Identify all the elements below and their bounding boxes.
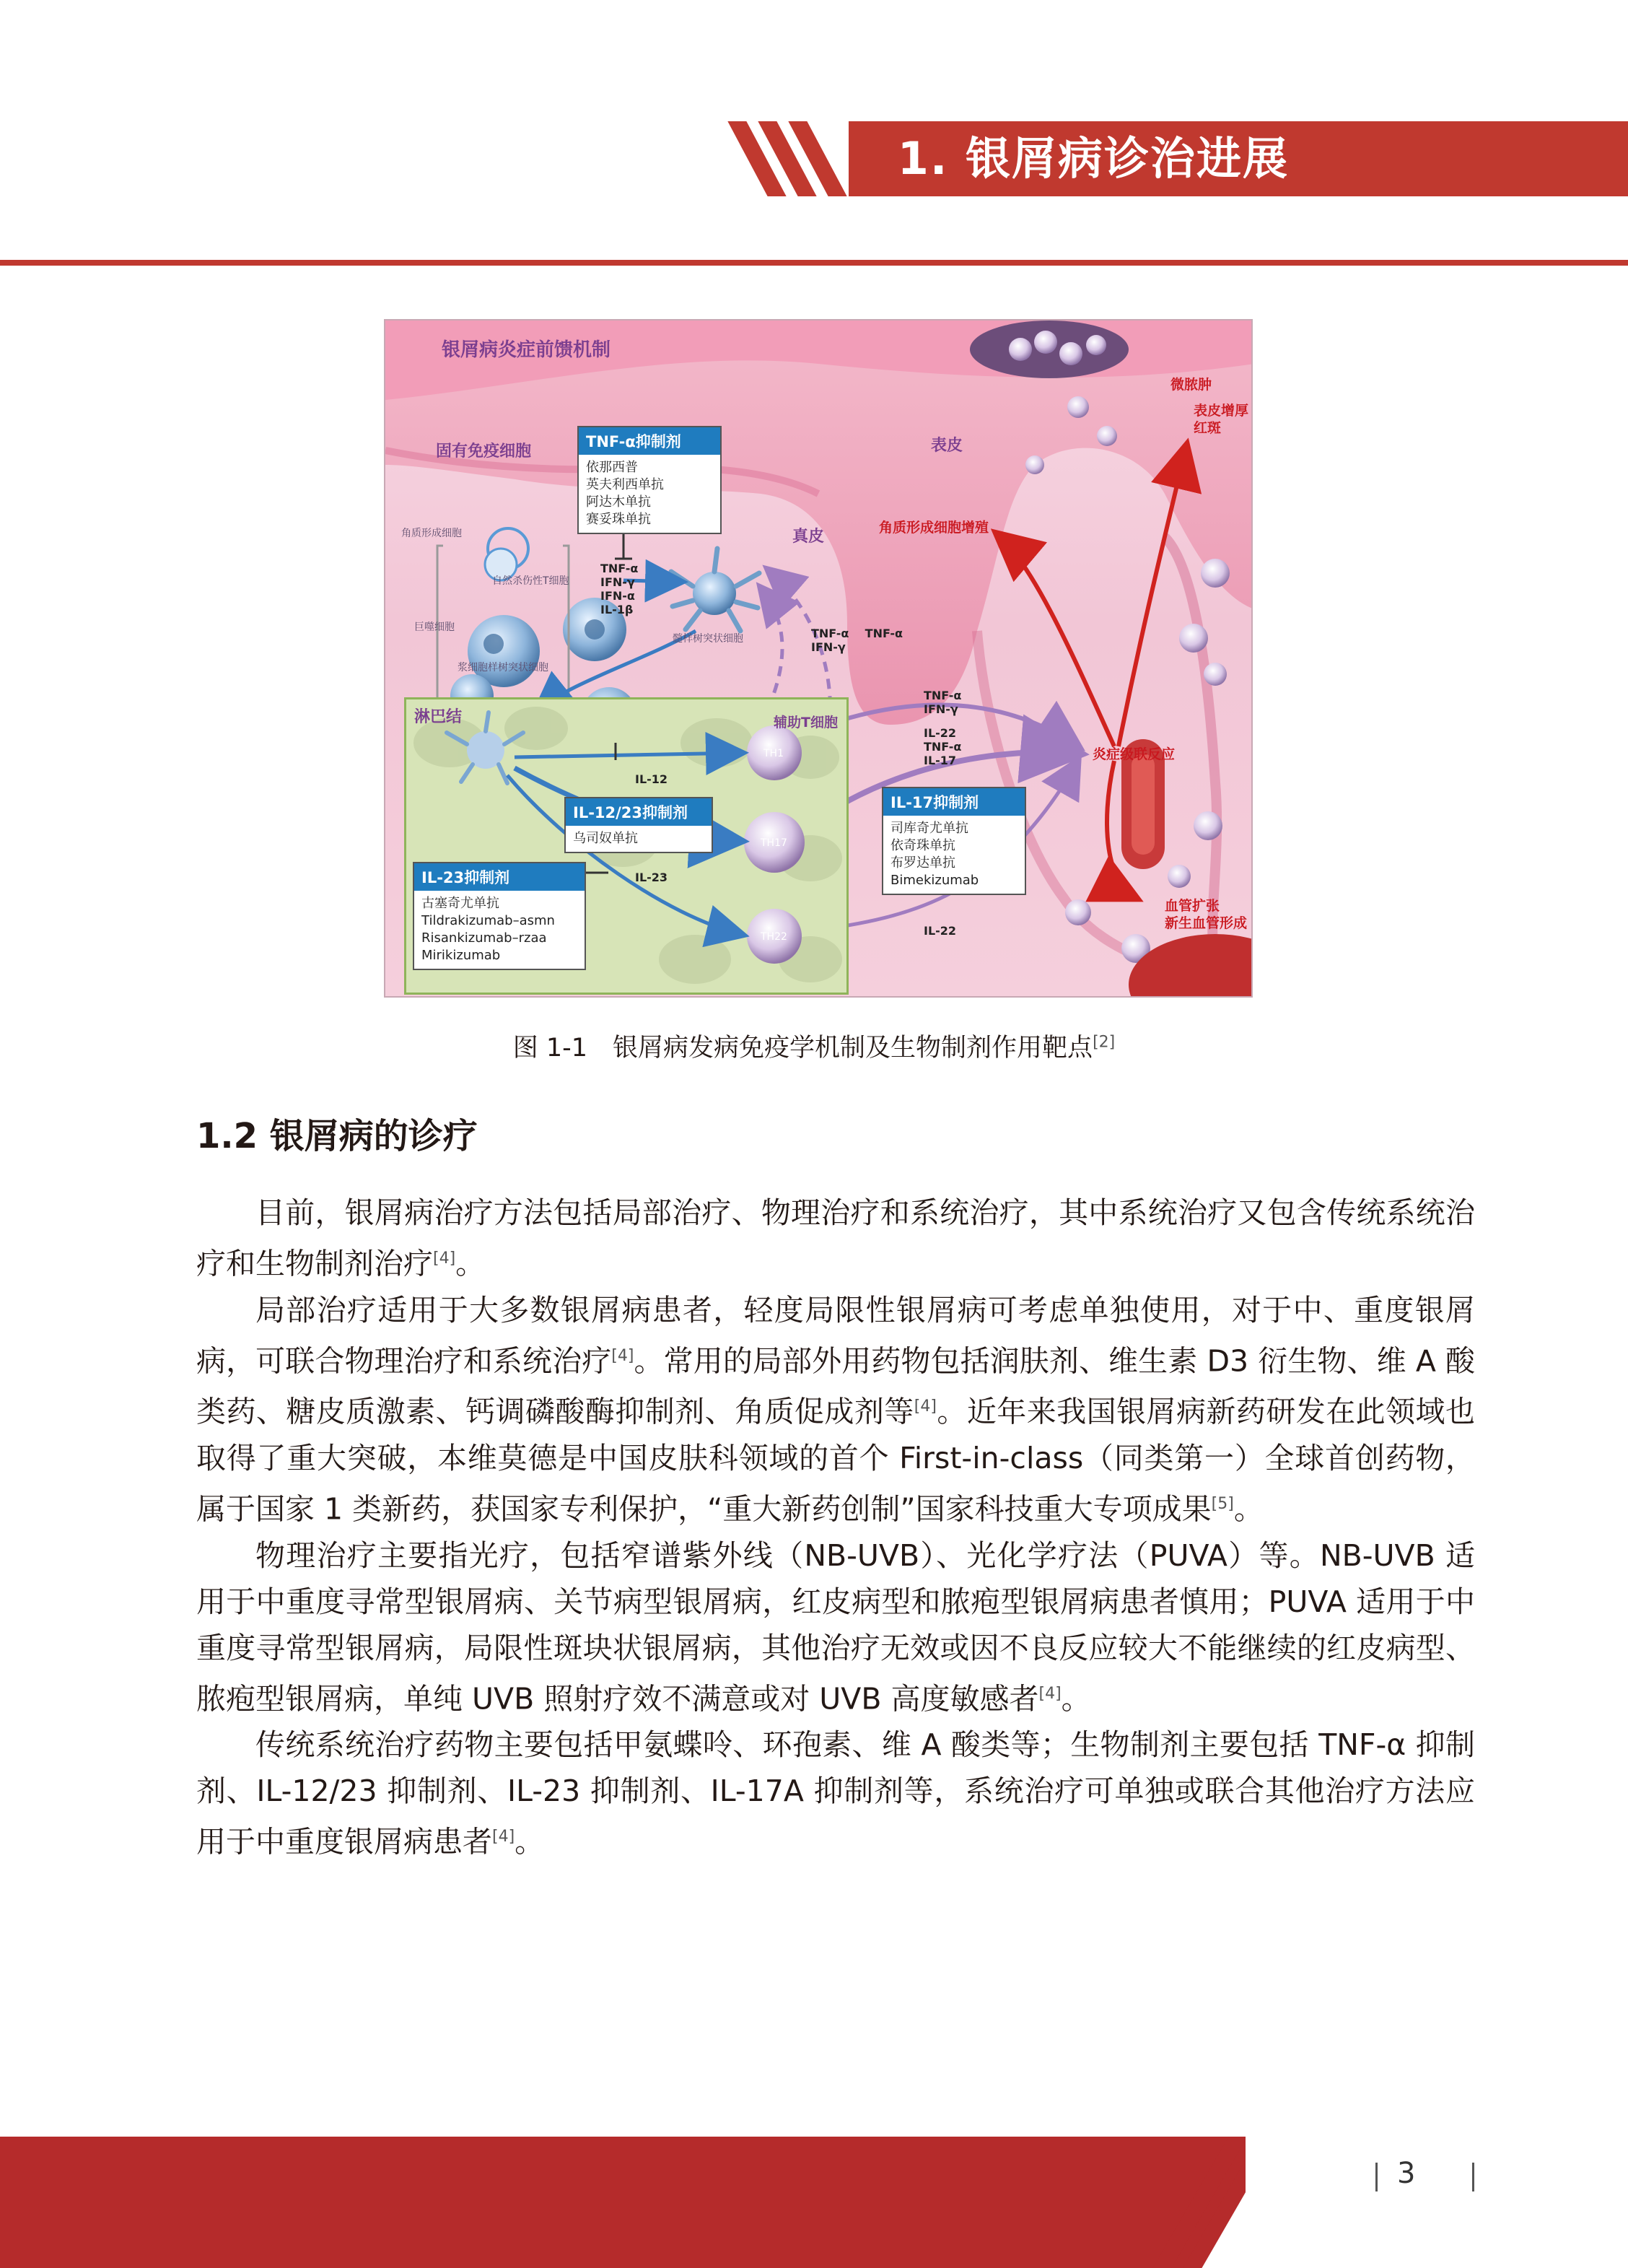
cytokines-innate: TNF-α IFN-γ IFN-α IL-1β	[600, 562, 639, 616]
tnf-inhibitor-title: TNF-α抑制剂	[579, 427, 720, 455]
label-thickening: 表皮增厚	[1194, 403, 1249, 419]
label-microabscess: 微脓肿	[1170, 377, 1212, 393]
il23-drug: Tildrakizumab–asmn	[421, 913, 555, 928]
il1223-inhibitor-title: IL-12/23抑制剂	[566, 798, 712, 826]
label-vasodilation: 血管扩张	[1165, 898, 1220, 914]
paragraph: 物理治疗主要指光疗，包括窄谱紫外线（NB-UVB）、光化学疗法（PUVA）等。NB-UVB 适用于中重度寻常型银屑病、关节病型银屑病，红皮病型和脓疱型银屑病患者慎用；PUVA 适用于中重度寻常型银屑病，局限性斑块状银屑病，其他治疗无效或因不良反应较大不能继续的红皮病型、脓疱型银屑病，单纯 UVB 照射疗效不满意或对 UVB 高度敏感者[4]。	[196, 1538, 1475, 1717]
caption-text: 图 1-1 银屑病发病免疫学机制及生物制剂作用靶点	[512, 1034, 1093, 1063]
il23-inhibitor-title: IL-23抑制剂	[414, 863, 585, 891]
citation: [4]	[914, 1397, 937, 1416]
il1223-drug: 乌司奴单抗	[573, 831, 638, 846]
label-il22: IL-22	[924, 924, 957, 938]
il17-drug: 布罗达单抗	[890, 855, 955, 871]
tnf-drug: 依那西普	[586, 460, 638, 475]
label-innate-immune-cells: 固有免疫细胞	[436, 442, 532, 461]
label-pdc: 浆细胞样树突状细胞	[458, 662, 548, 673]
label-th17: TH17	[761, 837, 787, 849]
label-helper-t-cell: 辅助T细胞	[774, 715, 838, 730]
citation: [4]	[1038, 1684, 1062, 1703]
label-macrophage: 巨噬细胞	[414, 621, 455, 633]
label-th1: TH1	[763, 748, 784, 759]
paragraph: 传统系统治疗药物主要包括甲氨蝶呤、环孢素、维 A 酸类等；生物制剂主要包括 TNF-α 抑制剂、IL-12/23 抑制剂、IL-23 抑制剂、IL-17A 抑制剂等，系统治疗可单独或联合其他治疗方法应用于中重度银屑病患者[4]。	[196, 1727, 1475, 1859]
page-number-bar	[1375, 2163, 1378, 2191]
header-rule	[0, 260, 1628, 266]
label-lymph-node: 淋巴结	[414, 708, 463, 726]
label-il12: IL-12	[635, 772, 668, 786]
il23-drug: 古塞奇尤单抗	[421, 896, 499, 911]
label-erythema: 红斑	[1194, 420, 1222, 436]
il17-inhibitor-title: IL-17抑制剂	[883, 788, 1025, 816]
figure-caption	[0, 1028, 1628, 1064]
tnf-inhibitor-box	[577, 426, 722, 534]
citation: [4]	[611, 1346, 634, 1365]
paragraph: 局部治疗适用于大多数银屑病患者，轻度局限性银屑病可考虑单独使用，对于中、重度银屑病，可联合物理治疗和系统治疗[4]。常用的局部外用药物包括润肤剂、维生素 D3 衍生物、维 A 酸类药、糖皮质激素、钙调磷酸酶抑制剂、角质促成剂等[4]。近年来我国银屑病新药研发在此领域也取得了重大突破，本维莫德是中国皮肤科领域的首个 First-in-class（同类第一）全球首创药物，属于国家 1 类新药，获国家专利保护，“重大新药创制”国家科技重大专项成果[5]。	[196, 1292, 1476, 1527]
citation: [5]	[1211, 1494, 1234, 1513]
page-number-bar	[1472, 2163, 1474, 2191]
body-text	[196, 1190, 1475, 1865]
citation: [4]	[433, 1249, 456, 1268]
il17-drug: 依奇珠单抗	[890, 838, 955, 853]
label-dermis: 真皮	[792, 528, 825, 546]
label-keratinocyte: 角质形成细胞	[401, 528, 462, 539]
label-mdc: 髓样树突状细胞	[673, 633, 743, 645]
page-number: 3	[1397, 2157, 1416, 2190]
citation: [4]	[492, 1828, 515, 1846]
il1223-inhibitor-box	[564, 797, 713, 853]
cytokines-th17: IL-22 TNF-α IL-17	[924, 726, 962, 767]
label-th22: TH22	[761, 931, 787, 943]
il23-drug: Mirikizumab	[421, 948, 501, 963]
label-inflammatory-cascade: 炎症级联反应	[1093, 746, 1176, 762]
label-angiogenesis: 新生血管形成	[1165, 915, 1248, 931]
il23-inhibitor-box	[413, 862, 586, 970]
il17-drug: 司库奇尤单抗	[890, 821, 968, 836]
label-il23: IL-23	[635, 871, 668, 884]
cytokines-th1: TNF-α IFN-γ	[924, 689, 962, 716]
label-kc-proliferation: 角质形成细胞增殖	[879, 520, 989, 536]
section-heading: 1.2 银屑病的诊疗	[196, 1116, 478, 1156]
cytokines-mid: TNF-α TNF-α IFN-γ	[811, 627, 903, 654]
figure-title: 银屑病炎症前馈机制	[442, 339, 611, 361]
tnf-drug: 阿达木单抗	[586, 494, 651, 510]
il17-drug: Bimekizumab	[890, 873, 979, 888]
il23-drug: Risankizumab–rzaa	[421, 930, 547, 946]
footer-white-area	[1246, 2137, 1628, 2268]
paragraph: 目前，银屑病治疗方法包括局部治疗、物理治疗和系统治疗，其中系统治疗又包含传统系统治疗和生物制剂治疗[4]。	[196, 1195, 1475, 1281]
caption-ref: [2]	[1093, 1033, 1116, 1052]
chapter-title: 1. 银屑病诊治进展	[897, 132, 1289, 185]
il17-inhibitor-box	[882, 787, 1026, 895]
figure-illustration	[384, 319, 1253, 998]
label-epidermis: 表皮	[931, 437, 963, 455]
label-nkt: 自然杀伤性T细胞	[492, 575, 569, 587]
tnf-drug: 赛妥珠单抗	[586, 512, 651, 527]
tnf-drug: 英夫利西单抗	[586, 477, 664, 492]
